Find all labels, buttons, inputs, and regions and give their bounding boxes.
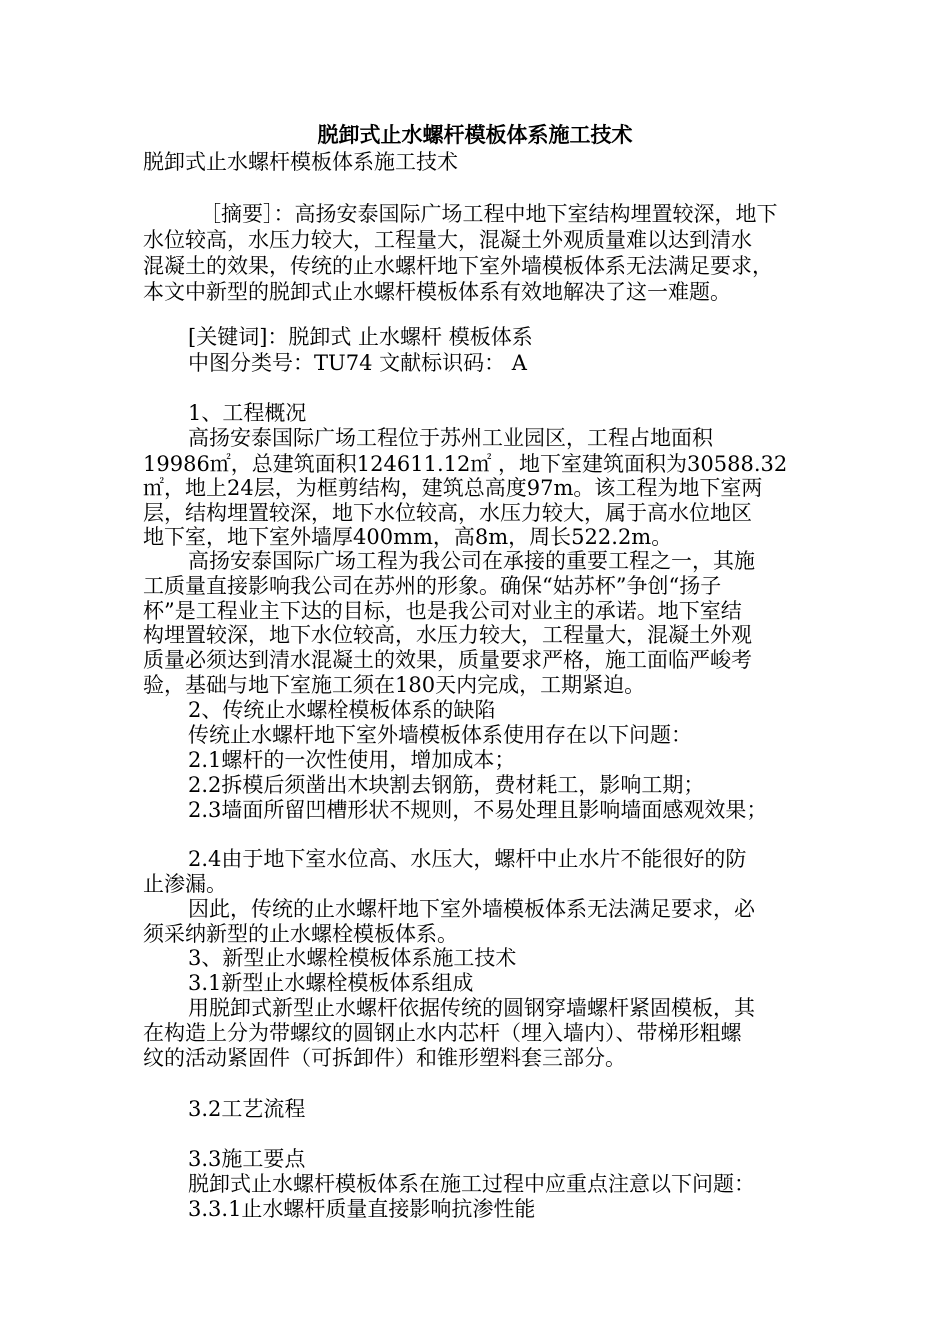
paragraph-line: 质量必须达到清水混凝土的效果，质量要求严格，施工面临严峻考: [143, 648, 752, 672]
list-item: 2.1螺杆的一次性使用，增加成本；: [188, 748, 516, 772]
subsection-heading: 3.1新型止水螺栓模板体系组成: [188, 971, 474, 995]
subsection-heading: 3.3施工要点: [188, 1147, 306, 1171]
subsection-heading: 3.2工艺流程: [188, 1097, 306, 1121]
paragraph-line: 传统止水螺杆地下室外墙模板体系使用存在以下问题：: [188, 723, 692, 747]
paragraph-line: 高扬安泰国际广场工程位于苏州工业园区，工程占地面积: [188, 426, 713, 450]
paragraph-line: 纹的活动紧固件（可拆卸件）和锥形塑料套三部分。: [143, 1046, 626, 1070]
paragraph-line: 高扬安泰国际广场工程为我公司在承接的重要工程之一，其施: [188, 549, 755, 573]
paragraph-line: 层，结构埋置较深，地下水位较高，水压力较大，属于高水位地区: [143, 501, 752, 525]
document-title: 脱卸式止水螺杆模板体系施工技术: [317, 122, 633, 147]
paragraph-line: 用脱卸式新型止水螺杆依据传统的圆钢穿墙螺杆紧固模板，其: [188, 996, 755, 1020]
abstract-line: 本文中新型的脱卸式止水螺杆模板体系有效地解决了这一难题。: [143, 280, 731, 304]
section-heading: 1、工程概况: [188, 401, 307, 425]
abstract-line: 混凝土的效果，传统的止水螺杆地下室外墙模板体系无法满足要求，: [143, 254, 773, 278]
paragraph-line: 脱卸式止水螺杆模板体系在施工过程中应重点注意以下问题：: [188, 1172, 755, 1196]
paragraph-line: 验，基础与地下室施工须在180天内完成，工期紧迫。: [143, 673, 646, 697]
section-heading: 3、新型止水螺栓模板体系施工技术: [188, 946, 517, 970]
paragraph-line: 19986㎡，总建筑面积124611.12㎡ ，地下室建筑面积为30588.32: [143, 452, 788, 476]
abstract-line: 水位较高，水压力较大，工程量大，混凝土外观质量难以达到清水: [143, 228, 752, 252]
subtitle-line: 脱卸式止水螺杆模板体系施工技术: [143, 150, 458, 174]
subsection-heading: 3.3.1止水螺杆质量直接影响抗渗性能: [188, 1197, 536, 1221]
abstract-line: ［摘要］：高扬安泰国际广场工程中地下室结构埋置较深，地下: [200, 202, 778, 226]
list-item: 2.2拆模后须凿出木块割去钢筋，费材耗工，影响工期；: [188, 773, 705, 797]
paragraph-line: 杯”是工程业主下达的目标，也是我公司对业主的承诺。地下室结: [143, 599, 742, 623]
list-item: 2.4由于地下室水位高、水压大，螺杆中止水片不能很好的防: [188, 847, 747, 871]
list-item: 2.3墙面所留凹槽形状不规则，不易处理且影响墙面感观效果；: [188, 798, 768, 822]
paragraph-line: 在构造上分为带螺纹的圆钢止水内芯杆（埋入墙内）、带梯形粗螺: [143, 1021, 742, 1045]
paragraph-line: ㎡，地上24层，为框剪结构，建筑总高度97m。该工程为地下室两: [143, 476, 763, 500]
classification-line: 中图分类号：TU74 文献标识码： A: [188, 351, 527, 375]
paragraph-line: 因此，传统的止水螺杆地下室外墙模板体系无法满足要求，必: [188, 897, 755, 921]
list-item: 止渗漏。: [143, 872, 227, 896]
paragraph-line: 须采纳新型的止水螺栓模板体系。: [143, 922, 458, 946]
section-heading: 2、传统止水螺栓模板体系的缺陷: [188, 698, 496, 722]
paragraph-line: 构埋置较深，地下水位较高，水压力较大，工程量大，混凝土外观: [143, 623, 752, 647]
keywords-line: [关键词]：脱卸式 止水螺杆 模板体系: [188, 325, 533, 349]
paragraph-line: 地下室，地下室外墙厚400mm，高8m，周长522.2m。: [143, 525, 673, 549]
paragraph-line: 工质量直接影响我公司在苏州的形象。确保“姑苏杯”争创“扬子: [143, 574, 722, 598]
